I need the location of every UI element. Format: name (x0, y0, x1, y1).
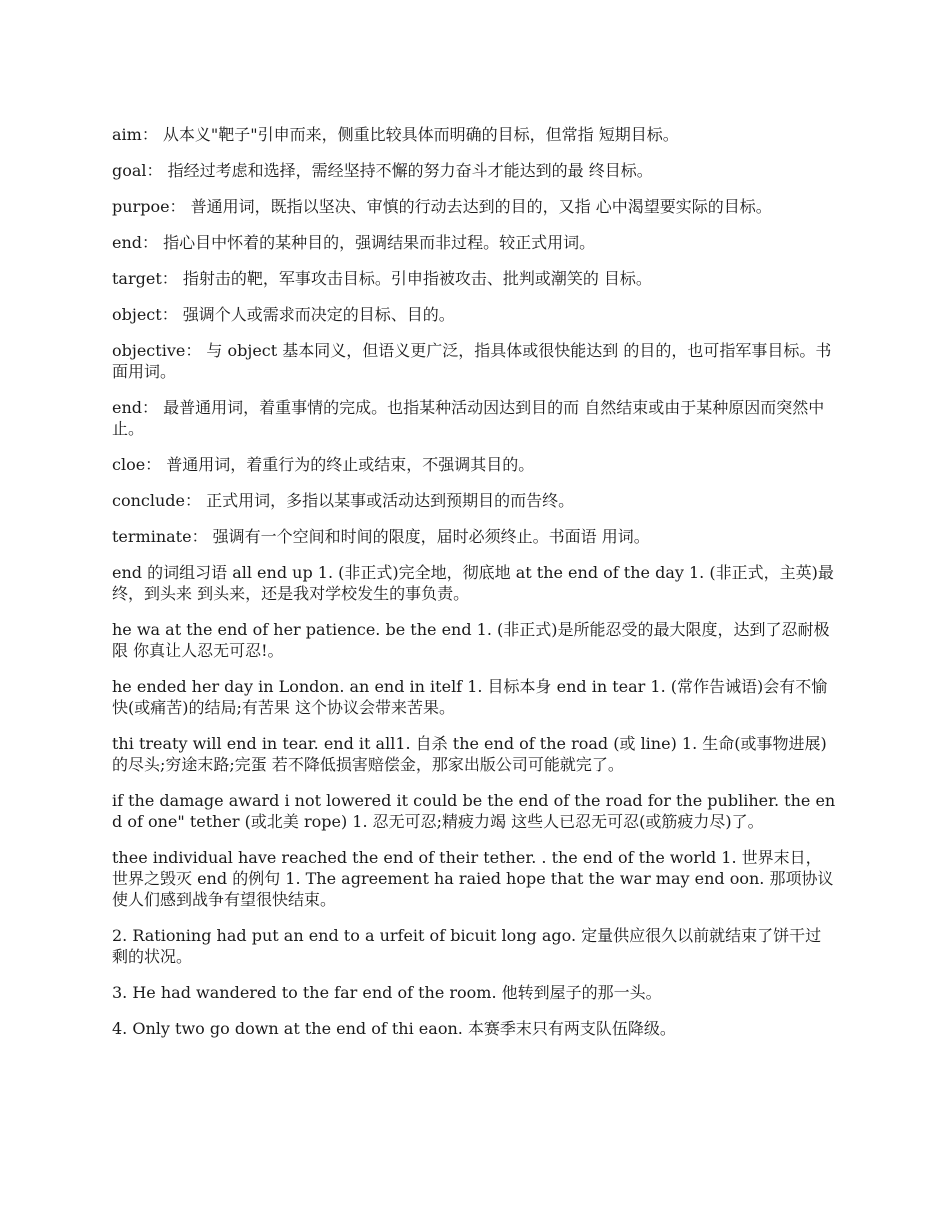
paragraph: thee individual have reached the end of their tether. . the end of the world 1. 世界末日，世界之毁灭 end 的例句 1. The agreement ha raied hope that the war may end oon. 那项协议使人们感到战争有望很快结束。 (112, 848, 834, 909)
paragraph: conclude： 正式用词，多指以某事或活动达到预期目的而告终。 (112, 491, 575, 510)
paragraph: cloe： 普通用词，着重行为的终止或结束，不强调其目的。 (112, 455, 535, 474)
document-body (112, 124, 836, 1054)
paragraph: he ended her day in London. an end in itelf 1. 目标本身 end in tear 1. (常作告诫语)会有不愉快(或痛苦)的结局;有苦果 这个协议会带来苦果。 (112, 677, 828, 717)
paragraph: if the damage award i not lowered it could be the end of the road for the publiher. the end of one" tether (或北美 rope) 1. 忍无可忍;精疲力竭 这些人已忍无可忍(或筋疲力尽)了。 (112, 791, 836, 831)
paragraph: aim： 从本义"靶子"引申而来，侧重比较具体而明确的目标，但常指 短期目标。 (112, 125, 679, 144)
paragraph: 4. Only two go down at the end of thi eaon. 本赛季末只有两支队伍降级。 (112, 1019, 676, 1038)
paragraph: purpoe： 普通用词，既指以坚决、审慎的行动去达到的目的，又指 心中渴望要实际的目标。 (112, 197, 772, 216)
paragraph: end： 最普通用词，着重事情的完成。也指某种活动因达到目的而 自然结束或由于某种原因而突然中止。 (112, 398, 825, 438)
paragraph: 3. He had wandered to the far end of the room. 他转到屋子的那一头。 (112, 983, 662, 1002)
paragraph: 2. Rationing had put an end to a urfeit of bicuit long ago. 定量供应很久以前就结束了饼干过剩的状况。 (112, 926, 822, 966)
paragraph: objective： 与 object 基本同义，但语义更广泛，指具体或很快能达到 的目的，也可指军事目标。书面用词。 (112, 341, 832, 381)
paragraph: goal： 指经过考虑和选择，需经坚持不懈的努力奋斗才能达到的最 终目标。 (112, 161, 653, 180)
paragraph: end： 指心目中怀着的某种目的，强调结果而非过程。较正式用词。 (112, 233, 596, 252)
paragraph: he wa at the end of her patience. be the end 1. (非正式)是所能忍受的最大限度，达到了忍耐极限 你真让人忍无可忍!。 (112, 620, 830, 660)
paragraph: end 的词组习语 all end up 1. (非正式)完全地，彻底地 at the end of the day 1. (非正式，主英)最终，到头来 到头来，还是我对学校发生的事负责。 (112, 563, 834, 603)
paragraph: thi treaty will end in tear. end it all1. 自杀 the end of the road (或 line) 1. 生命(或事物进展)的尽头;穷途末路;完蛋 若不降低损害赔偿金，那家出版公司可能就完了。 (112, 734, 827, 774)
paragraph: object： 强调个人或需求而决定的目标、目的。 (112, 305, 455, 324)
paragraph: target： 指射击的靶，军事攻击目标。引申指被攻击、批判或潮笑的 目标。 (112, 269, 652, 288)
paragraph: terminate： 强调有一个空间和时间的限度，届时必须终止。书面语 用词。 (112, 527, 650, 546)
